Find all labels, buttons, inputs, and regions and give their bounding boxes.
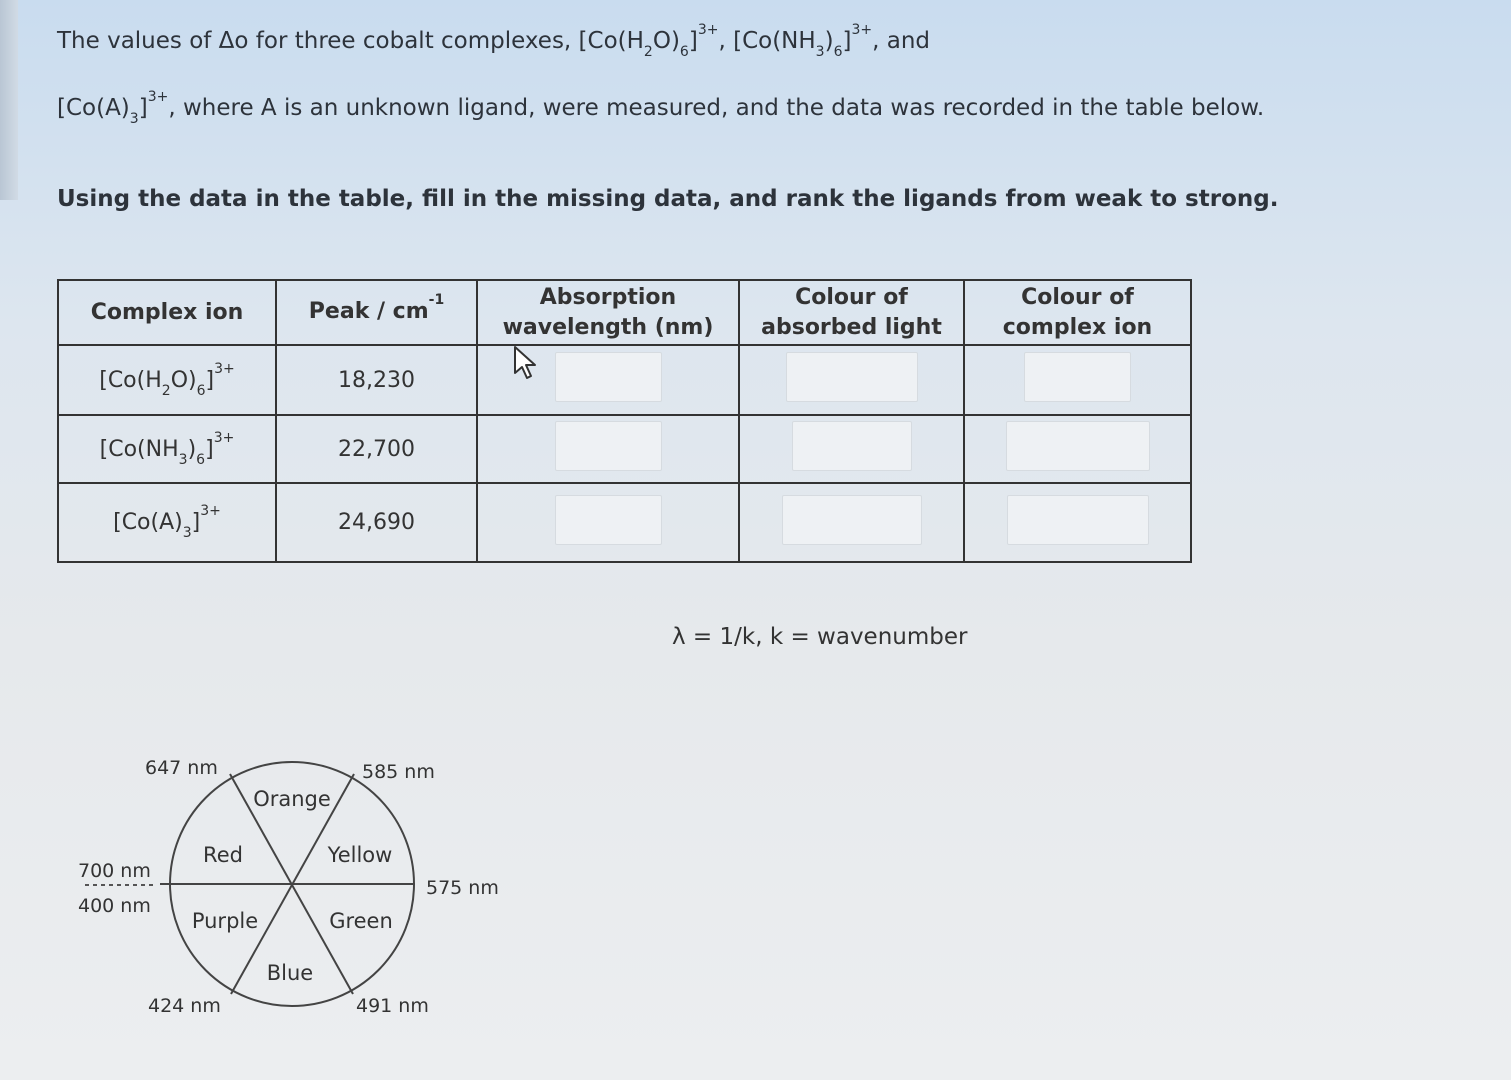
data-table bbox=[57, 279, 1192, 563]
segment-blue: Blue bbox=[266, 961, 314, 985]
complex-color-input[interactable] bbox=[1024, 352, 1131, 402]
label-575: 575 nm bbox=[426, 877, 499, 899]
absorbed-color-input[interactable] bbox=[786, 352, 918, 402]
header-wavelength: Absorption wavelength (nm) bbox=[477, 280, 739, 345]
table-header-row bbox=[58, 280, 1191, 345]
segment-green: Green bbox=[329, 909, 393, 933]
segment-red: Red bbox=[203, 843, 243, 867]
wavelength-input[interactable] bbox=[555, 495, 662, 545]
peak-value: 22,700 bbox=[276, 415, 477, 483]
label-400: 400 nm bbox=[78, 895, 151, 917]
table-row bbox=[58, 483, 1191, 562]
peak-value: 18,230 bbox=[276, 345, 477, 415]
complex-formula: $[Co(NH_3)_6]^{3+}$ bbox=[58, 415, 276, 483]
label-700: 700 nm bbox=[78, 860, 151, 882]
table-row bbox=[58, 415, 1191, 483]
wavelength-input[interactable] bbox=[555, 352, 662, 402]
segment-orange: Orange bbox=[253, 787, 331, 811]
header-peak: Peak / $cm^{-1}$ bbox=[276, 280, 477, 345]
header-complex-color: Colour of complex ion bbox=[964, 280, 1191, 345]
wavelength-input[interactable] bbox=[555, 421, 662, 471]
intro-text-b: , and bbox=[872, 28, 931, 54]
header-complex-ion: Complex ion bbox=[58, 280, 276, 345]
complex-formula: $[Co(A)_3]^{3+}$ bbox=[58, 483, 276, 562]
label-491: 491 nm bbox=[356, 995, 429, 1017]
formula-note: λ = 1/k, k = wavenumber bbox=[672, 624, 968, 650]
table-row bbox=[58, 345, 1191, 415]
label-647: 647 nm bbox=[145, 757, 218, 779]
header-absorbed-color: Colour of absorbed light bbox=[739, 280, 964, 345]
mouse-cursor-icon bbox=[512, 345, 540, 381]
label-585: 585 nm bbox=[362, 761, 435, 783]
intro-line-1: The values of Δo for three cobalt complexes, $[Co(H_2O)_6]^{3+}$, $[Co(NH_3)_6]^{3+}$, and bbox=[57, 22, 931, 60]
color-wheel-diagram bbox=[70, 750, 520, 1030]
complex-color-input[interactable] bbox=[1007, 495, 1149, 545]
instruction-text: Using the data in the table, fill in the missing data, and rank the ligands from weak to strong. bbox=[57, 186, 1279, 212]
intro-text-c: , where A is an unknown ligand, were measured, and the data was recorded in the table below. bbox=[168, 95, 1265, 121]
segment-yellow: Yellow bbox=[327, 843, 393, 867]
label-424: 424 nm bbox=[148, 995, 221, 1017]
complex-formula: $[Co(H_2O)_6]^{3+}$ bbox=[58, 345, 276, 415]
intro-line-2: $[Co(A)_3]^{3+}$, where A is an unknown ligand, were measured, and the data was recorded in the table below. bbox=[57, 89, 1265, 127]
peak-value: 24,690 bbox=[276, 483, 477, 562]
intro-text-a: The values of Δo for three cobalt complexes, bbox=[57, 28, 579, 54]
complex-color-input[interactable] bbox=[1006, 421, 1150, 471]
segment-purple: Purple bbox=[191, 909, 259, 933]
absorbed-color-input[interactable] bbox=[782, 495, 922, 545]
absorbed-color-input[interactable] bbox=[792, 421, 912, 471]
window-edge bbox=[0, 0, 18, 200]
